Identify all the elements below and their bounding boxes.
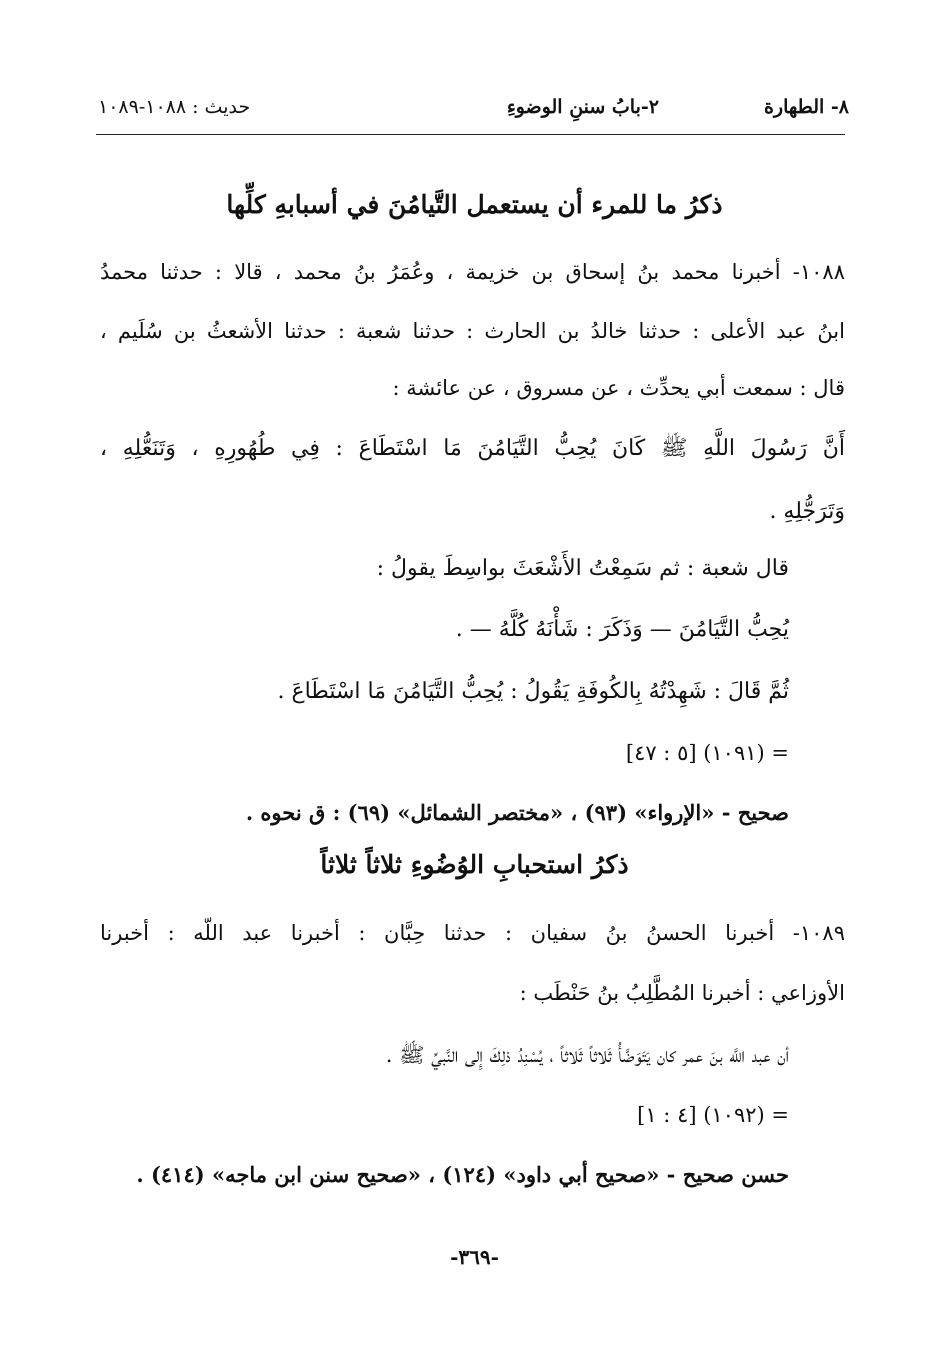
hadith-1089-line-2: الأوزاعي : أخبرنا المُطَّلِبُ بنُ حَنْطَب :: [519, 981, 845, 1005]
hadith-1088-line-1: ١٠٨٨- أخبرنا محمد بنُ إسحاق بن خزيمة ، وعُمَرُ بنُ محمد ، قالا : حدثنا محمدُ: [100, 260, 845, 284]
hadith-1088-matn-2: وَتَرَجُّلِهِ .: [769, 499, 845, 524]
heading-tayamun: ذكرُ ما للمرء أن يستعمل التَّيامُنَ في أسبابهِ كلِّها: [226, 190, 723, 219]
hadith-1088-line-3: قال : سمعت أبي يحدِّث ، عن مسروق ، عن عائشة :: [392, 376, 845, 400]
chapter-title: ٨- الطهارة: [763, 96, 849, 118]
hadith-1088-shuba-1: قال شعبة : ثم سَمِعْتُ الأَشْعَثَ بواسِطَ يقولُ :: [376, 556, 789, 581]
hadith-1089-matn: أن عبد اللَّه بنَ عمر كان يَتَوَضَّأُ ثَلاثاً ثَلاثاً ، يُسْنِدُ ذلِكَ إِلى النَّبيِّ ﷺ .: [385, 1043, 789, 1067]
hadith-1088-grade: صحيح - «الإرواء» (٩٣) ، «مختصر الشمائل» (٦٩) : ق نحوه .: [245, 800, 789, 825]
running-header: [98, 96, 849, 132]
page-number: -٣٦٩-: [450, 1245, 499, 1269]
hadith-1089-line-1: ١٠٨٩- أخبرنا الحسنُ بنُ سفيان : حدثنا حِبَّان : أخبرنا عبد اللّه : أخبرنا: [100, 921, 845, 945]
header-divider: [96, 134, 845, 135]
hadith-1089-reference: = (١٠٩٢) [٤ : ١]: [637, 1103, 789, 1127]
hadith-1088-reference: = (١٠٩١) [٥ : ٤٧]: [625, 741, 789, 765]
hadith-1089-grade: حسن صحيح - «صحيح أبي داود» (١٢٤) ، «صحيح سنن ابن ماجه» (٤١٤) .: [136, 1162, 789, 1187]
section-title: ٢-بابُ سننِ الوضوءِ: [506, 96, 659, 118]
hadith-1088-matn-1: أَنَّ رَسُولَ اللَّهِ ﷺ كَانَ يُحِبُّ التَّيَامُنَ مَا اسْتَطَاعَ : فِي طُهُورِهِ ، وَتَنَعُّلِهِ ،: [100, 436, 845, 461]
heading-wudu-three: ذكرُ استحبابِ الوُضُوءِ ثلاثاً ثلاثاً: [320, 850, 629, 879]
hadith-range: حديث : ١٠٨٨-١٠٨٩: [98, 96, 251, 118]
hadith-1088-shuba-3: ثُمَّ قَالَ : شَهِدْتُهُ بِالكُوفَةِ يَقُولُ : يُحِبُّ التَّيَامُنَ مَا اسْتَطَاعَ .: [277, 679, 789, 704]
hadith-1088-shuba-2: يُحِبُّ التَّيَامُنَ — وَذَكَرَ : شَأْنَهُ كُلَّهُ — .: [455, 617, 789, 642]
hadith-1088-line-2: ابنُ عبد الأعلى : حدثنا خالدُ بن الحارث : حدثنا شعبة : حدثنا الأشعثُ بن سُلَيم ،: [100, 319, 845, 343]
